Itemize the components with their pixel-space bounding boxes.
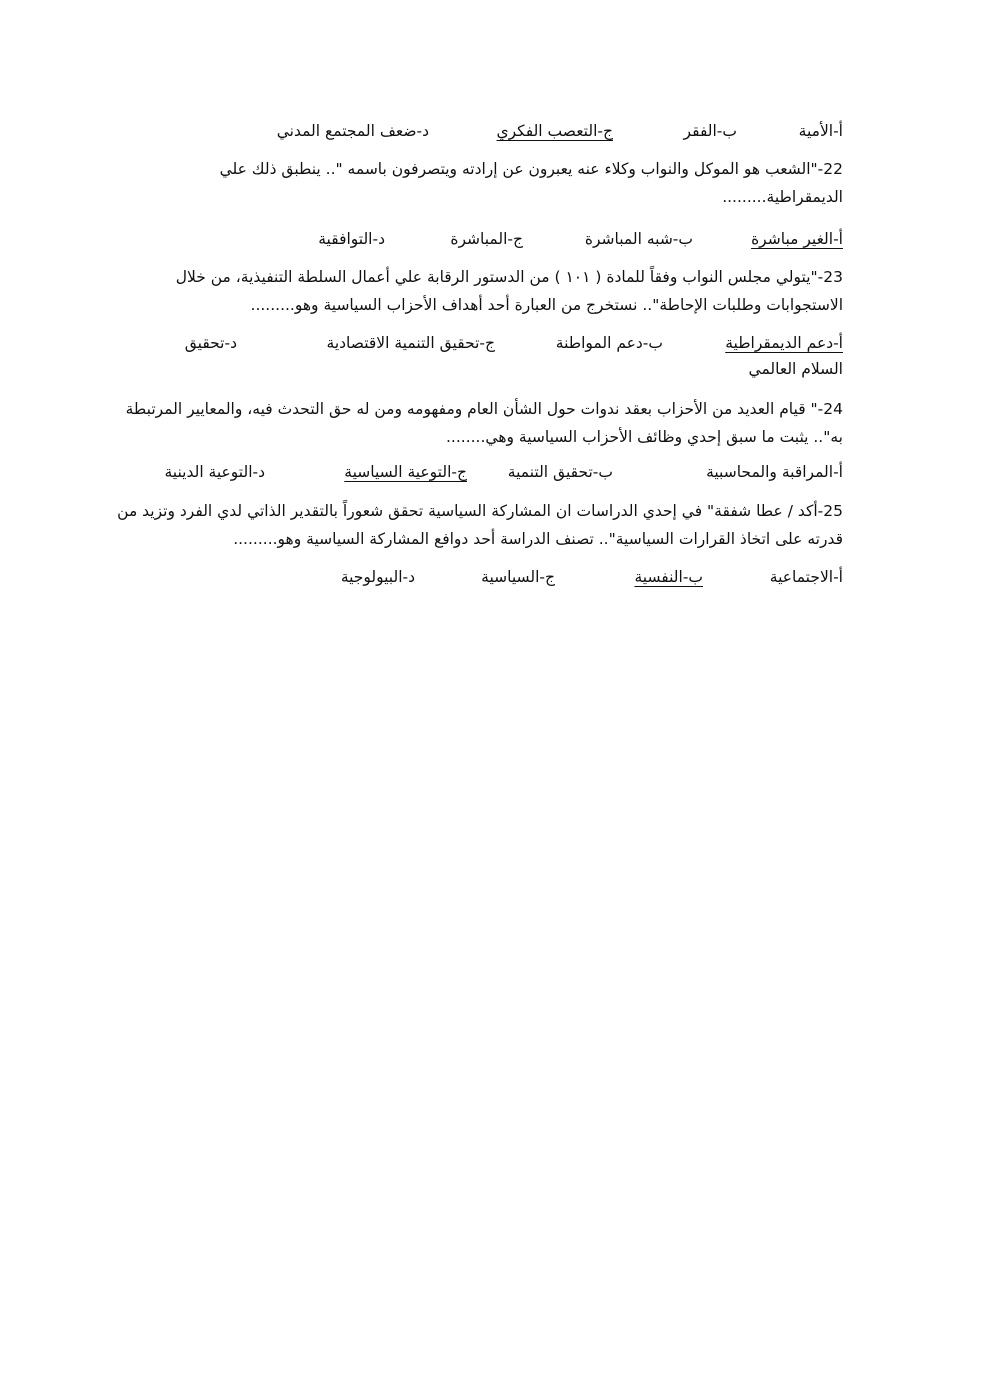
- q24-text-line1: 24-" قيام العديد من الأحزاب بعقد ندوات حول الشأن العام ومفهومه ومن له حق التحدث فيه، والمعايير المرتبطة: [125, 400, 843, 418]
- q21-option-b: ب-الفقر: [683, 122, 737, 140]
- q25-option-a: أ-الاجتماعية: [769, 568, 843, 586]
- q22-option-d: د-التوافقية: [318, 230, 385, 248]
- q23-text-line2: الاستجوابات وطلبات الإحاطة".. نستخرج من العبارة أحد أهداف الأحزاب السياسية وهو.........: [250, 296, 843, 314]
- q25-option-c: ج-السياسية: [481, 568, 555, 586]
- q23-text-line1: 23-"يتولي مجلس النواب وفقاً للمادة ( ١٠١ ) من الدستور الرقابة علي أعمال السلطة التنفيذية، من خلال: [175, 268, 843, 286]
- q22-option-c: ج-المباشرة: [450, 230, 523, 248]
- q23-option-a-correct: أ-دعم الديمقراطية: [725, 334, 843, 352]
- q25-option-d: د-البيولوجية: [340, 568, 415, 586]
- q24-option-a: أ-المراقبة والمحاسبية: [706, 463, 843, 481]
- q22-option-b: ب-شبه المباشرة: [584, 230, 693, 248]
- q21-option-c-correct: ج-التعصب الفكري: [496, 122, 613, 140]
- q25-text-line2: قدرته على اتخاذ القرارات السياسية".. تصنف الدراسة أحد دوافع المشاركة السياسية وهو.........: [233, 530, 843, 548]
- q23-option-d-continuation: السلام العالمي: [748, 360, 843, 378]
- q22-text-line1: 22-"الشعب هو الموكل والنواب وكلاء عنه يعبرون عن إرادته ويتصرفون باسمه ".. ينطبق ذلك علي: [219, 160, 843, 178]
- q24-option-d: د-التوعية الدينية: [164, 463, 265, 481]
- q22-option-a-correct: أ-الغير مباشرة: [751, 230, 843, 248]
- q24-option-b: ب-تحقيق التنمية: [507, 463, 613, 481]
- q25-option-b-correct: ب-النفسية: [634, 568, 703, 586]
- q22-text-line2: الديمقراطية.........: [722, 188, 843, 206]
- q25-text-line1: 25-أكد / عطا شفقة" في إحدي الدراسات ان المشاركة السياسية تحقق شعوراً بالتقدير الذاتي لدي الفرد وتزيد من: [117, 502, 843, 520]
- q21-option-d: د-ضعف المجتمع المدني: [276, 122, 429, 140]
- q23-option-b: ب-دعم المواطنة: [555, 334, 663, 352]
- q24-text-line2: به".. يثبت ما سبق إحدي وظائف الأحزاب السياسية وهي........: [446, 428, 843, 446]
- q24-option-c-correct: ج-التوعية السياسية: [344, 463, 467, 481]
- q21-option-a: أ-الأمية: [798, 122, 843, 140]
- q23-option-c: ج-تحقيق التنمية الاقتصادية: [326, 334, 495, 352]
- q23-option-d: د-تحقيق: [184, 334, 237, 352]
